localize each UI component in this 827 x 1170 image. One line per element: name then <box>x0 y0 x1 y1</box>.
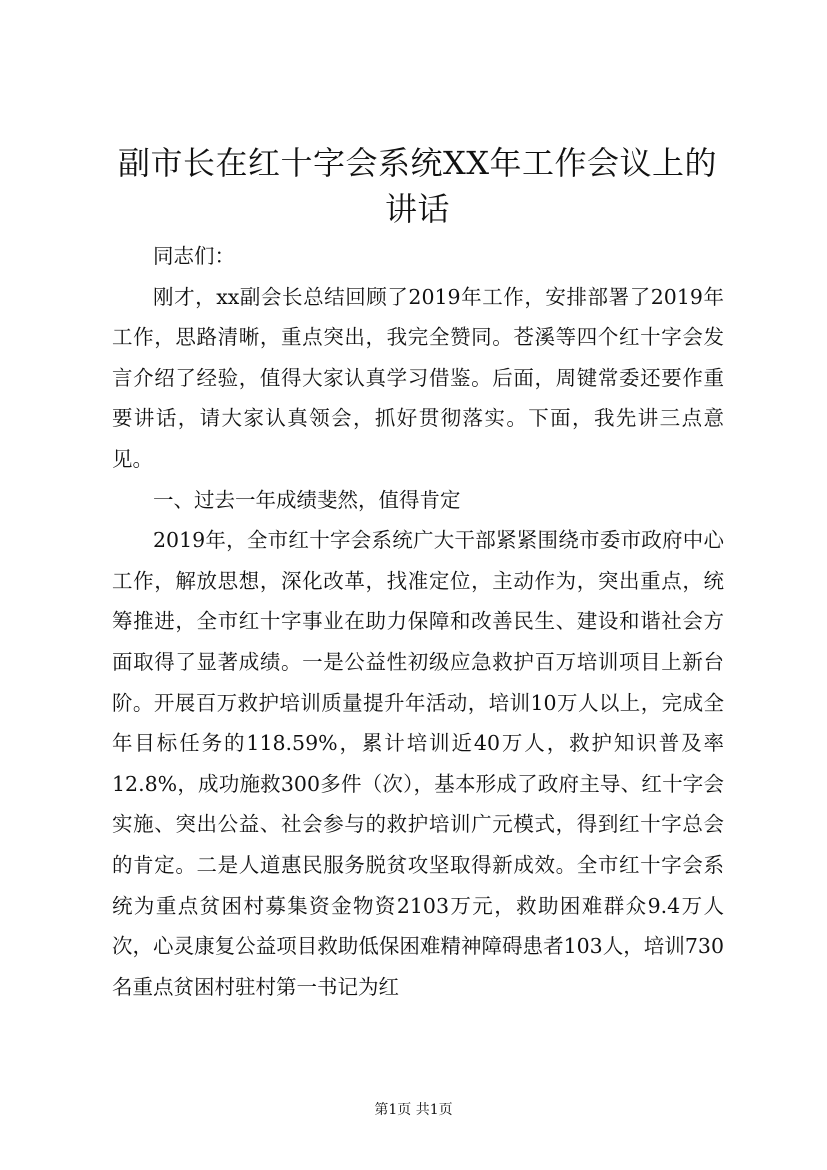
page-footer: 第1页 共1页 <box>374 1102 453 1118</box>
document-body <box>112 236 724 1007</box>
section-heading-1: 一、过去一年成绩斐然，值得肯定 <box>153 487 461 512</box>
paragraph-achievements: 2019年，全市红十字会系统广大干部紧紧围绕市委市政府中心工作，解放思想，深化改革，找准定位，主动作为，突出重点，统筹推进，全市红十字事业在助力保障和改善民生、建设和谐社会方面取得了显著成绩。一是公益性初级应急救护百万培训项目上新台阶。开展百万救护培训质量提升年活动，培训10万人以上，完成全年目标任务的118.59%，累计培训近40万人，救护知识普及率12.8%，成功施救300多件（次），基本形成了政府主导、红十字会实施、突出公益、社会参与的救护培训广元模式，得到红十字总会的肯定。二是人道惠民服务脱贫攻坚取得新成效。全市红十字会系统为重点贫困村募集资金物资2103万元，救助困难群众9.4万人次，心灵康复公益项目救助低保困难精神障碍患者103人，培训730名重点贫困村驻村第一书记为红 <box>112 528 724 999</box>
document-title: 副市长在红十字会系统XX年工作会议上的讲话 <box>117 144 718 228</box>
paragraph-intro: 刚才，xx副会长总结回顾了2019年工作，安排部署了2019年工作，思路清晰，重点突出，我完全赞同。苍溪等四个红十字会发言介绍了经验，值得大家认真学习借鉴。后面，周键常委还要作重要讲话，请大家认真领会，抓好贯彻落实。下面，我先讲三点意见。 <box>112 284 724 471</box>
greeting-line: 同志们： <box>153 244 235 268</box>
